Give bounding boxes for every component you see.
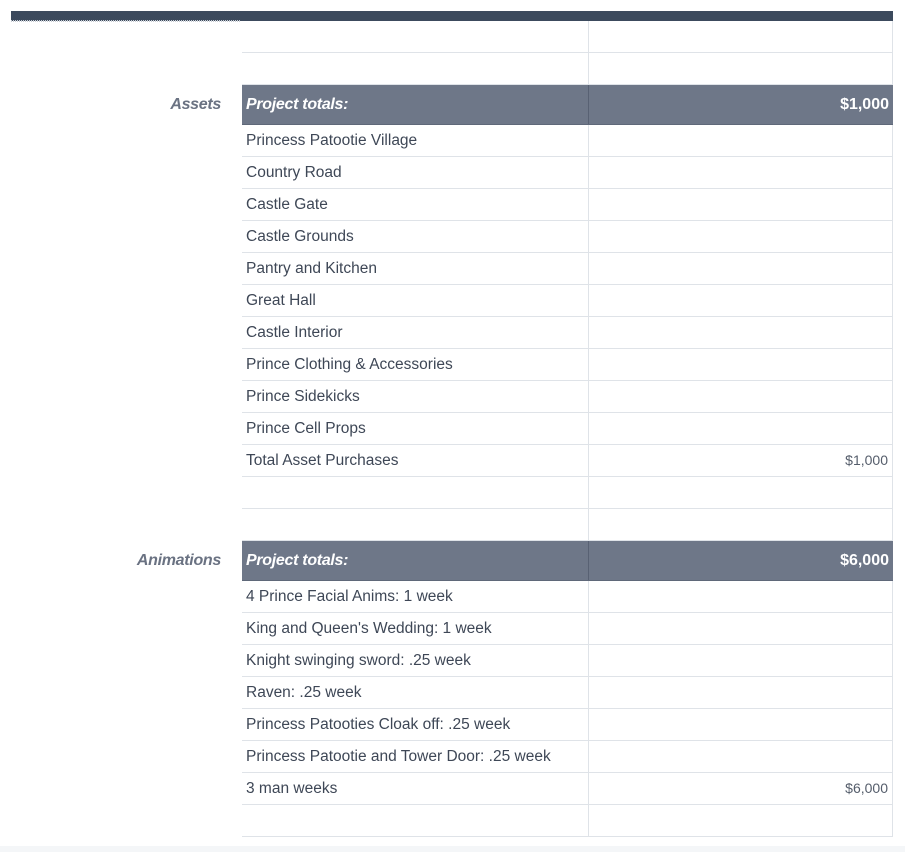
table-row bbox=[242, 413, 893, 445]
budget-grid bbox=[136, 21, 893, 837]
empty-row bbox=[242, 21, 893, 53]
table-row bbox=[242, 189, 893, 221]
item-value[interactable] bbox=[589, 285, 893, 316]
table-row bbox=[242, 285, 893, 317]
item-value[interactable] bbox=[589, 381, 893, 412]
item-value[interactable] bbox=[589, 349, 893, 380]
item-name[interactable]: Princess Patootie and Tower Door: .25 week bbox=[242, 741, 589, 772]
total-label[interactable]: 3 man weeks bbox=[242, 773, 589, 804]
item-name[interactable]: Great Hall bbox=[242, 285, 589, 316]
total-value[interactable]: $1,000 bbox=[589, 445, 893, 476]
total-row bbox=[242, 773, 893, 805]
item-name[interactable]: Castle Interior bbox=[242, 317, 589, 348]
table-row bbox=[242, 613, 893, 645]
section-header-animations bbox=[136, 541, 893, 581]
top-bar-divider bbox=[11, 20, 241, 22]
project-totals-value[interactable]: $6,000 bbox=[840, 552, 889, 569]
table-row bbox=[242, 581, 893, 613]
total-row bbox=[242, 445, 893, 477]
section-label: Assets bbox=[170, 96, 221, 113]
table-row bbox=[242, 253, 893, 285]
table-row bbox=[242, 349, 893, 381]
table-row bbox=[242, 125, 893, 157]
table-row bbox=[242, 677, 893, 709]
item-value[interactable] bbox=[589, 581, 893, 612]
item-name[interactable]: Country Road bbox=[242, 157, 589, 188]
empty-row bbox=[242, 477, 893, 509]
bottom-band bbox=[0, 846, 905, 852]
empty-row bbox=[242, 509, 893, 541]
item-name[interactable]: Princess Patooties Cloak off: .25 week bbox=[242, 709, 589, 740]
item-value[interactable] bbox=[589, 413, 893, 444]
section-header-assets bbox=[170, 85, 893, 125]
project-totals-label[interactable]: Project totals: bbox=[242, 85, 589, 124]
project-totals-value[interactable]: $1,000 bbox=[840, 96, 889, 113]
item-value[interactable] bbox=[589, 125, 893, 156]
item-value[interactable] bbox=[589, 253, 893, 284]
item-value[interactable] bbox=[589, 677, 893, 708]
total-value[interactable]: $6,000 bbox=[589, 773, 893, 804]
table-row bbox=[242, 741, 893, 773]
empty-row bbox=[242, 53, 893, 85]
total-label[interactable]: Total Asset Purchases bbox=[242, 445, 589, 476]
table-row bbox=[242, 645, 893, 677]
item-value[interactable] bbox=[589, 709, 893, 740]
item-value[interactable] bbox=[589, 613, 893, 644]
item-name[interactable]: King and Queen's Wedding: 1 week bbox=[242, 613, 589, 644]
item-name[interactable]: 4 Prince Facial Anims: 1 week bbox=[242, 581, 589, 612]
item-name[interactable]: Princess Patootie Village bbox=[242, 125, 589, 156]
item-value[interactable] bbox=[589, 189, 893, 220]
item-name[interactable]: Raven: .25 week bbox=[242, 677, 589, 708]
item-name[interactable]: Castle Gate bbox=[242, 189, 589, 220]
item-name[interactable]: Castle Grounds bbox=[242, 221, 589, 252]
empty-row bbox=[242, 805, 893, 837]
item-name[interactable]: Prince Clothing & Accessories bbox=[242, 349, 589, 380]
table-row bbox=[242, 221, 893, 253]
item-name[interactable]: Prince Cell Props bbox=[242, 413, 589, 444]
table-row bbox=[242, 157, 893, 189]
table-row bbox=[242, 381, 893, 413]
section-label: Animations bbox=[136, 552, 221, 569]
table-row bbox=[242, 317, 893, 349]
item-value[interactable] bbox=[589, 741, 893, 772]
item-value[interactable] bbox=[589, 221, 893, 252]
project-totals-label[interactable]: Project totals: bbox=[242, 541, 589, 580]
item-name[interactable]: Pantry and Kitchen bbox=[242, 253, 589, 284]
item-value[interactable] bbox=[589, 317, 893, 348]
item-name[interactable]: Knight swinging sword: .25 week bbox=[242, 645, 589, 676]
item-name[interactable]: Prince Sidekicks bbox=[242, 381, 589, 412]
item-value[interactable] bbox=[589, 157, 893, 188]
table-row bbox=[242, 709, 893, 741]
item-value[interactable] bbox=[589, 645, 893, 676]
